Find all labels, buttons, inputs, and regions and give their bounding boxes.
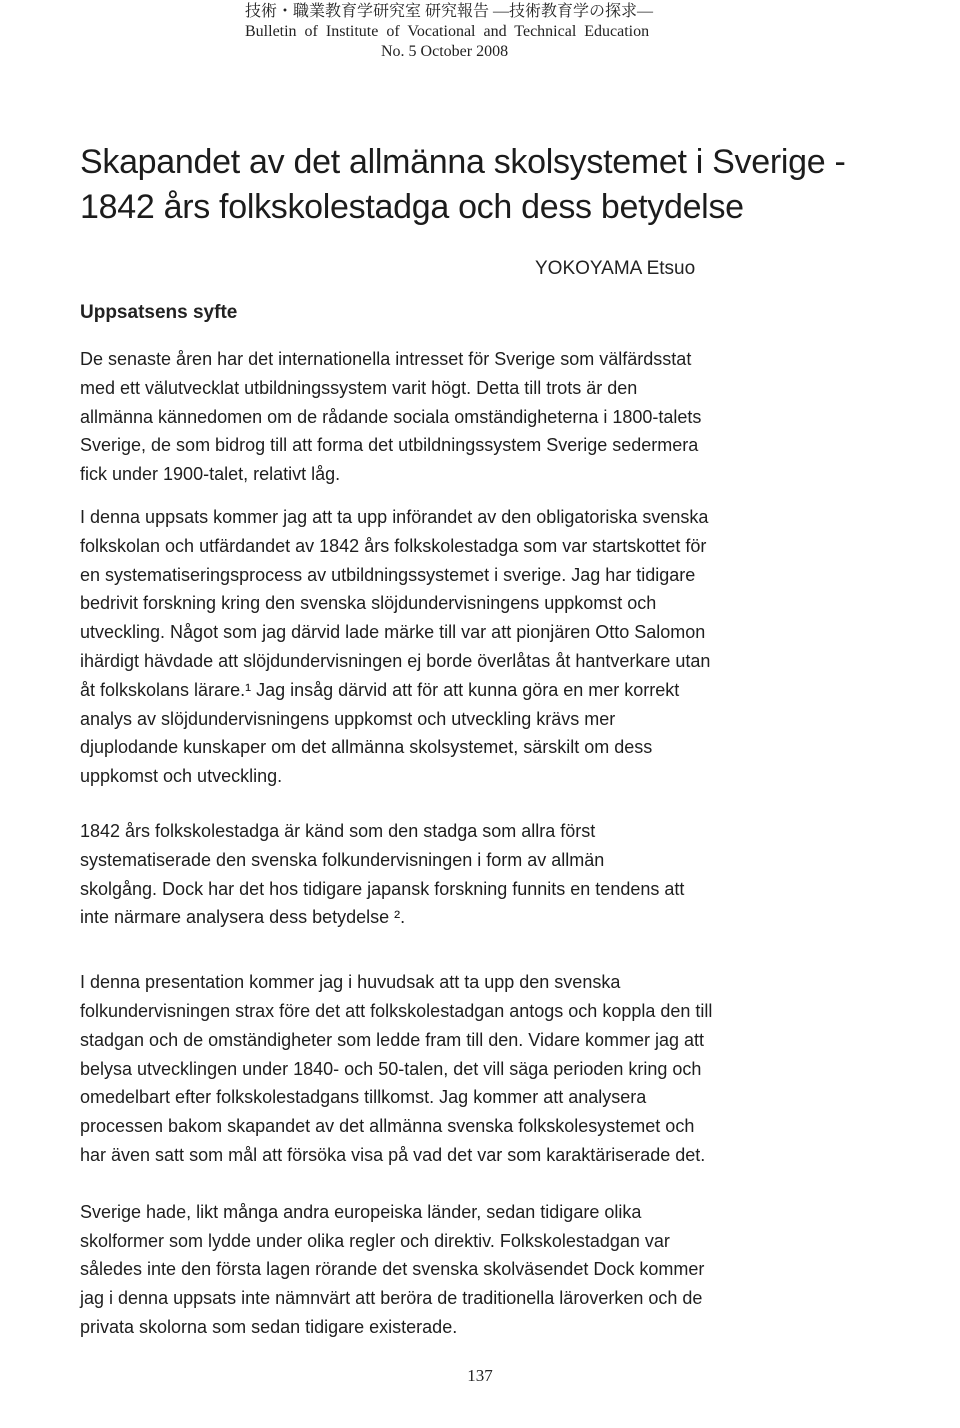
page-number: 137 xyxy=(467,1366,493,1385)
paragraph-5: Sverige hade, likt många andra europeiska länder, sedan tidigare olika skolformer som lydde under olika regler och direktiv. Folkskolestadgan var således inte den första lagen rörande det svenska skolväsendet Dock kommer jag i denna uppsats inte nämnvärt att beröra de traditionella läroverken och de privata skolorna som sedan tidigare existerade. xyxy=(80,1201,705,1337)
paragraph-3: 1842 års folkskolestadga är känd som den stadga som allra först systematiserade den svenska folkundervisningen i form av allmän skolgång. Dock har det hos tidigare japansk forskning funnits en tendens att inte närmare analysera dess betydelse ². xyxy=(80,820,685,928)
running-header xyxy=(0,2,960,62)
header-journal-japanese: 技術・職業教育学研究室 研究報告 —技術教育学の探求— xyxy=(245,3,654,20)
body-text xyxy=(80,345,860,1370)
author-name: YOKOYAMA Etsuo xyxy=(535,258,696,279)
section-heading: Uppsatsens syfte xyxy=(80,302,238,323)
header-issue: No. 5 October 2008 xyxy=(381,43,509,60)
paper-title: Skapandet av det allmänna skolsystemet i Sverige - 1842 års folkskolestadga och dess betydelse xyxy=(80,143,846,226)
paragraph-4: I denna presentation kommer jag i huvudsak att ta upp den svenska folkundervisningen strax före det att folkskolestadgan antogs och koppla den till stadgan och de omständigheter som ledde fram till den. Vidare kommer jag att belysa utvecklingen under 1840- och 50-talen, det vill säga perioden kring och omedelbart efter folkskolestadgans tillkomst. Jag kommer att analysera processen bakom skapandet av det allmänna svenska folkskolesystemet och har även satt som mål att försöka visa på vad det var som karaktäriserade det. xyxy=(80,972,713,1165)
header-journal-english: Bulletin of Institute of Vocational and Technical Education xyxy=(245,23,650,40)
paragraph-1: De senaste åren har det internationella intresset för Sverige som välfärdsstat med ett välutvecklat utbildningssystem varit högt. Detta till trots är den allmänna kännedomen om de rådande sociala omständigheterna i 1800-talets Sverige, de som bidrog till att forma det utbildningssystem Sverige sedermera fick under 1900-talet, relativt låg. xyxy=(80,349,702,485)
paragraph-2: I denna uppsats kommer jag att ta upp införandet av den obligatoriska svenska folkskolan och utfärdandet av 1842 års folkskolestadga som var startskottet för en systematiseringsprocess av utbildningssystemet i sverige. Jag har tidigare bedrivit forskning kring den svenska slöjdundervisningens uppkomst och utveckling. Något som jag därvid lade märke till var att pionjären Otto Salomon ihärdigt hävdade att slöjdundervisningen ej borde överlåtas åt hantverkare utan åt folkskolans lärare.¹ Jag insåg därvid att för att kunna göra en mer korrekt analys av slöjdundervisningens uppkomst och utveckling krävs mer djuplodande kunskaper om det allmänna skolsystemet, särskilt om dess uppkomst och utveckling. xyxy=(80,506,711,787)
